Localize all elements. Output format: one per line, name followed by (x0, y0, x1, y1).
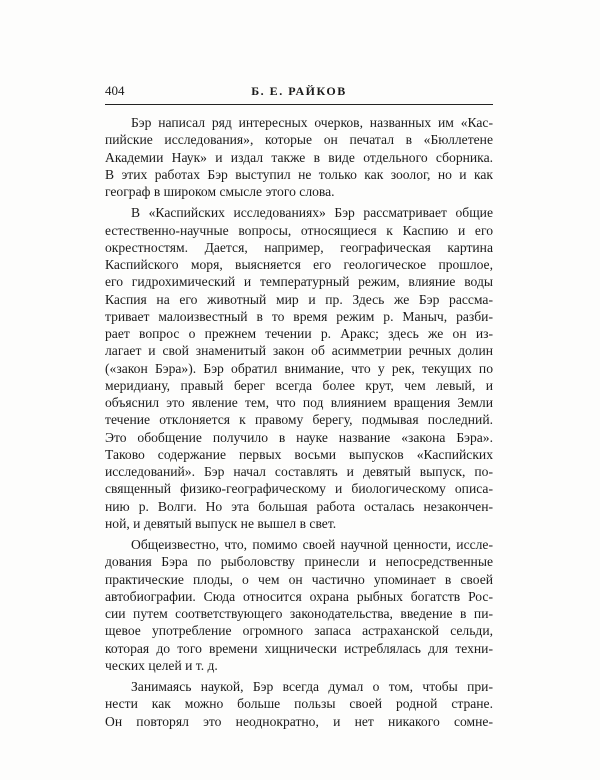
text-line: течение отклоняется к правому берегу, подмывая последний. (105, 412, 493, 428)
paragraph (105, 678, 493, 730)
text-line: Каспийского моря, выясняется его геологическое прошлое, (105, 257, 493, 272)
text-line: автобиографии. Сюда относится охрана рыбных богатств Рос- (105, 588, 493, 604)
paragraph (105, 536, 493, 674)
text-line: тривает малоизвестный в то время режим р. Маныч, разби- (105, 308, 493, 324)
text-line: меридиану, правый берег всегда более крут, чем левый, и (105, 377, 493, 393)
text-line: дования Бэра по рыболовству принесли и непосредственные (105, 554, 493, 570)
text-line: которая до того времени хищнически истреблялась для техни- (105, 640, 493, 656)
text-line: практические плоды, о чем он частично упоминает в своей (105, 571, 493, 587)
text-line: Занимаясь наукой, Бэр всегда думал о том, чтобы при- (131, 679, 493, 694)
text-line: сии путем соответствующего законодательства, введение в пи- (105, 606, 493, 621)
text-line: лагает и свой знаменитый закон об асимметрии речных долин (105, 343, 493, 359)
running-title: Б. Е. РАЙКОВ (251, 84, 347, 98)
text-line: объяснил это явление тем, что под влиянием вращения Земли (105, 395, 493, 410)
text-line: щевое употребление огромного запаса астраханской сельди, (105, 623, 493, 639)
text-line: пийские исследования», которые он печатал в «Бюллетене (105, 132, 493, 148)
running-head (105, 82, 493, 100)
text-line: нию р. Волги. Но эта большая работа осталась незакончен- (105, 498, 493, 514)
text-line: окрестностям. Дается, например, географическая картина (105, 239, 493, 255)
text-line: Бэр написал ряд интересных очерков, названных им «Кас- (131, 115, 493, 130)
text-line: Академии Наук» и издал также в виде отдельного сборника. (105, 149, 493, 165)
paragraph (105, 204, 493, 532)
body-text (105, 114, 493, 730)
text-line: географ в широком смысле этого слова. (105, 184, 335, 199)
text-line: Таково содержание первых восьми выпусков «Каспийских (105, 446, 493, 462)
text-line: В этих работах Бэр выступил не только как зоолог, но и как (105, 166, 493, 182)
text-line: Общеизвестно, что, помимо своей научной ценности, иссле- (131, 537, 493, 552)
text-line: его гидрохимический и температурный режим, влияние воды (105, 274, 493, 290)
text-line: рает вопрос о прежнем течении р. Аракс; здесь же он из- (105, 326, 493, 341)
text-line: исследований». Бэр начал составлять и девятый выпуск, по- (105, 464, 493, 479)
header-rule (105, 104, 493, 105)
text-line: нести как можно больше пользы своей родной стране. (105, 696, 493, 712)
paragraph (105, 114, 493, 200)
text-line: ческих целей и т. д. (105, 657, 218, 673)
text-line: («закон Бэра»). Бэр обратил внимание, что у рек, текущих по (105, 360, 493, 376)
page-number: 404 (105, 83, 125, 98)
text-line: В «Каспийских исследованиях» Бэр рассматривает общие (131, 205, 493, 221)
text-line: Он повторял это неоднократно, и нет никакого сомне- (105, 713, 493, 729)
text-line: священный физико-географическому и биологическому описа- (105, 481, 493, 497)
text-line: естественно-научные вопросы, относящиеся к Каспию и его (105, 222, 493, 238)
text-line: Это обобщение получило в науке название «закона Бэра». (105, 429, 493, 445)
text-line: Каспия на его животный мир и пр. Здесь же Бэр рассма- (105, 291, 493, 307)
text-line: ной, и девятый выпуск не вышел в свет. (105, 515, 337, 531)
